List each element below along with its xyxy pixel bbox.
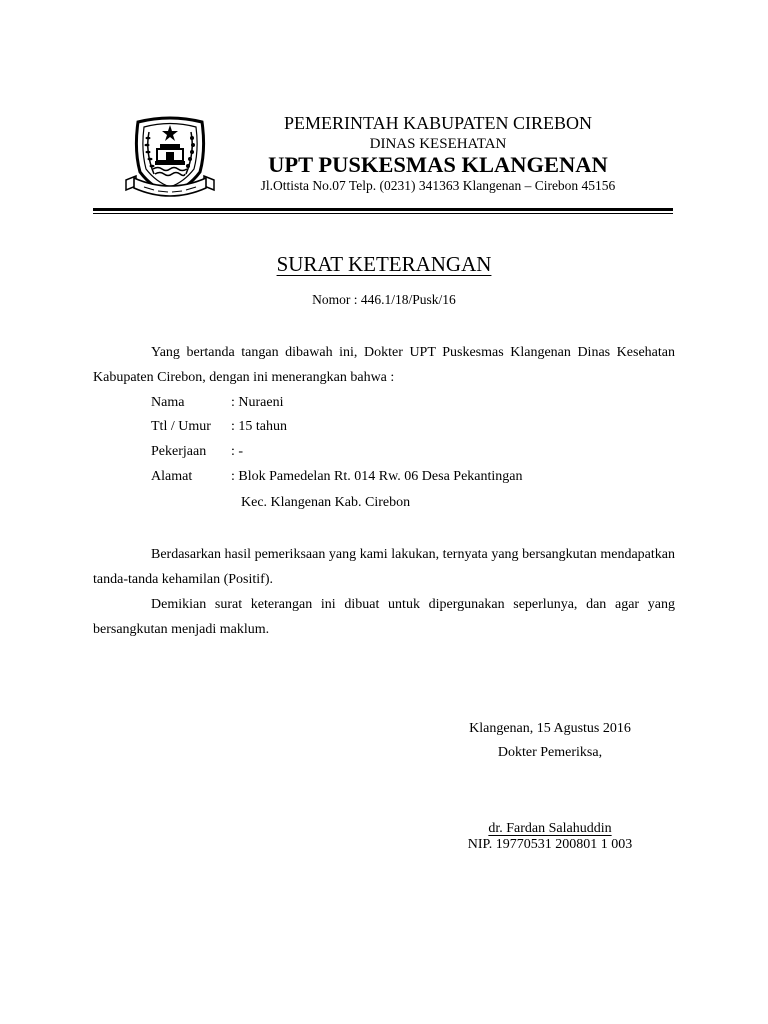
body-paragraph-result: Berdasarkan hasil pemeriksaan yang kami lakukan, ternyata yang bersangkutan mendapatkan tanda-tanda kehamilan (Positif). — [93, 547, 675, 587]
field-value-pekerjaan: : - — [231, 444, 244, 459]
letterhead-divider-thin — [93, 213, 673, 214]
document-title-wrap — [0, 252, 768, 277]
document-title: SURAT KETERANGAN — [276, 252, 492, 276]
signature-name: dr. Fardan Salahuddin — [488, 821, 612, 836]
signature-role: Dokter Pemeriksa, — [497, 745, 603, 760]
field-value-nama: : Nuraeni — [231, 395, 284, 410]
letterhead-address: Jl.Ottista No.07 Telp. (0231) 341363 Klangenan – Cirebon 45156 — [260, 178, 616, 193]
letterhead-divider-thick — [93, 208, 673, 211]
document-number: Nomor : 446.1/18/Pusk/16 — [312, 292, 456, 307]
letterhead-government: PEMERINTAH KABUPATEN CIREBON — [284, 113, 592, 133]
field-value-ttl-umur: : 15 tahun — [231, 419, 287, 434]
signature-nip: NIP. 19770531 200801 1 003 — [467, 837, 633, 852]
field-value-alamat-continuation: Kec. Klangenan Kab. Cirebon — [241, 495, 411, 510]
field-label-nama: Nama — [151, 395, 185, 410]
body-paragraph-closing: Demikian surat keterangan ini dibuat untuk dipergunakan seperlunya, dan agar yang bersangkutan menjadi maklum. — [93, 597, 675, 637]
field-value-alamat: : Blok Pamedelan Rt. 014 Rw. 06 Desa Pekantingan — [231, 469, 523, 484]
field-label-alamat: Alamat — [151, 469, 193, 484]
letterhead-department: DINAS KESEHATAN — [369, 136, 507, 152]
intro-paragraph: Yang bertanda tangan dibawah ini, Dokter UPT Puskesmas Klangenan Dinas Kesehatan Kabupaten Cirebon, dengan ini menerangkan bahwa : — [93, 345, 675, 385]
field-label-ttl-umur: Ttl / Umur — [151, 419, 211, 434]
signature-place-date: Klangenan, 15 Agustus 2016 — [469, 721, 631, 736]
field-label-pekerjaan: Pekerjaan — [151, 444, 207, 459]
letterhead-institution: UPT PUSKESMAS KLANGENAN — [268, 152, 608, 177]
